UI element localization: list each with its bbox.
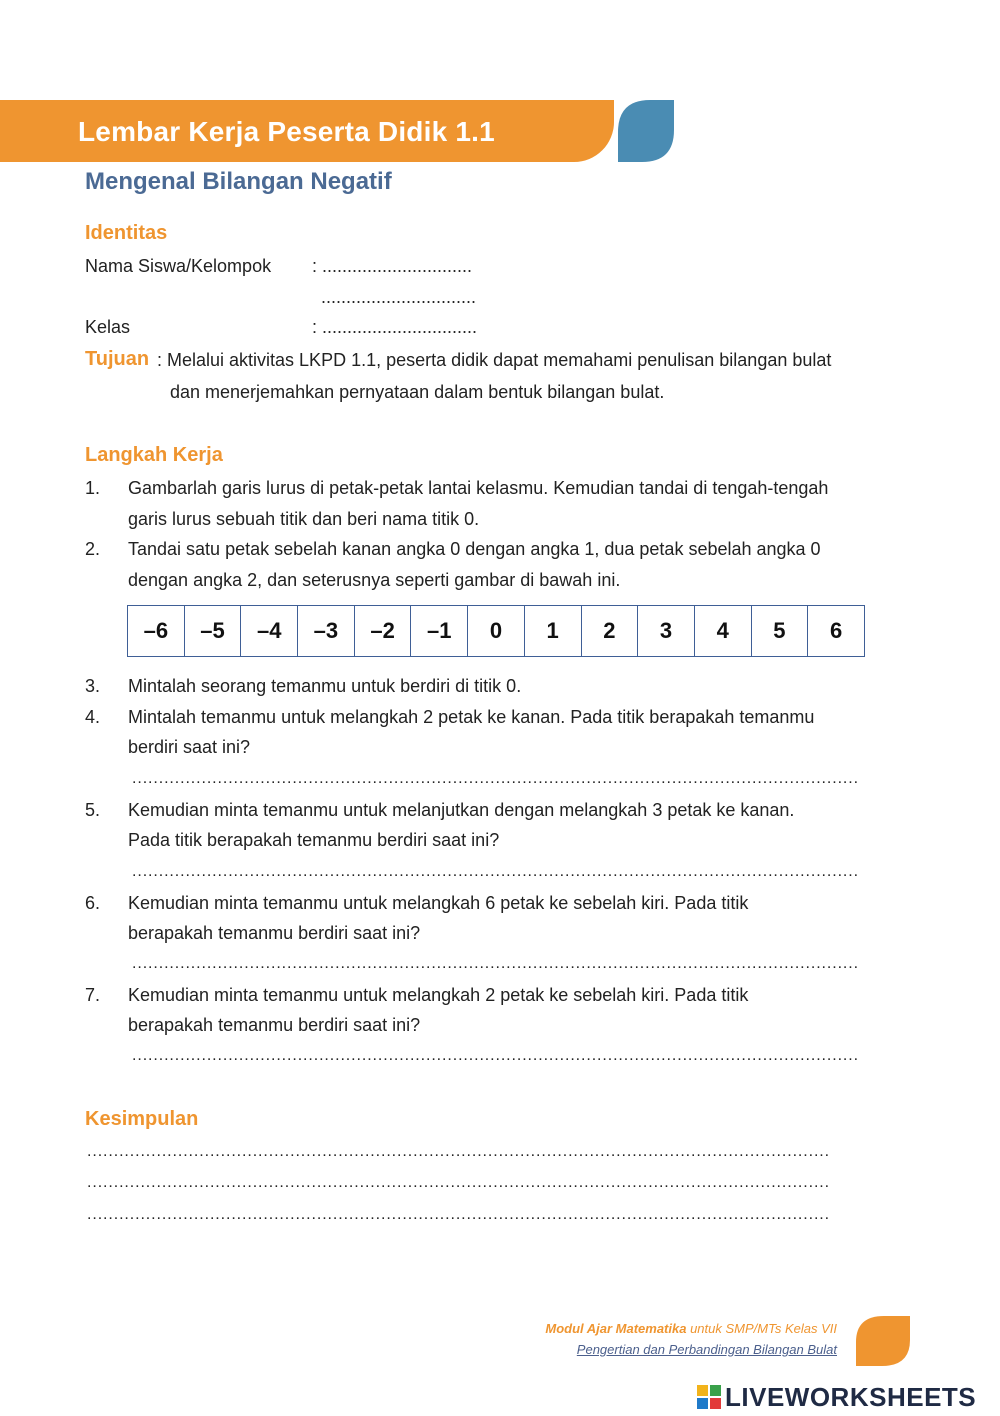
kesimpulan-heading: Kesimpulan (85, 1108, 199, 1130)
step-number: 7. (85, 985, 101, 1005)
leaf-icon (618, 100, 674, 162)
liveworksheets-logo[interactable] (697, 1381, 977, 1412)
step-text: Kemudian minta temanmu untuk melangkah 6 petak ke sebelah kiri. Pada titik (128, 893, 749, 913)
nama-field[interactable]: : .............................. (312, 256, 473, 276)
step-text: berapakah temanmu berdiri saat ini? (128, 923, 421, 943)
page-title: Lembar Kerja Peserta Didik 1.1 (78, 116, 495, 147)
nama-label: Nama Siswa/Kelompok (85, 256, 272, 276)
footer-chapter-link[interactable]: Pengertian dan Perbandingan Bilangan Bulat (576, 1342, 837, 1357)
number-cell: –6 (128, 606, 185, 656)
step-number: 3. (85, 676, 101, 696)
step-text: Tandai satu petak sebelah kanan angka 0 dengan angka 1, dua petak sebelah angka 0 (128, 539, 821, 559)
step-text: Kemudian minta temanmu untuk melangkah 2 petak ke sebelah kiri. Pada titik (128, 985, 749, 1005)
step-text: garis lurus sebuah titik dan beri nama titik 0. (128, 509, 480, 529)
step-text: dengan angka 2, dan seterusnya seperti gambar di bawah ini. (128, 570, 621, 590)
identitas-heading: Identitas (85, 222, 168, 244)
number-cell: 1 (525, 606, 582, 656)
step-number: 6. (85, 893, 101, 913)
kelas-label: Kelas (85, 317, 131, 337)
answer-field-5[interactable]: ........................................................................................................................................ (132, 863, 859, 880)
number-line (127, 605, 865, 657)
nama-field-2[interactable]: ............................... (321, 287, 477, 307)
step-text: Gambarlah garis lurus di petak-petak lantai kelasmu. Kemudian tandai di tengah-tengah (128, 478, 829, 498)
number-cell: 3 (638, 606, 695, 656)
number-cell: –1 (411, 606, 468, 656)
tujuan-line-1: : Melalui aktivitas LKPD 1.1, peserta didik dapat memahami penulisan bilangan bulat (157, 350, 832, 370)
footer-book-rest: untuk SMP/MTs Kelas VII (686, 1321, 837, 1336)
step-text: Mintalah temanmu untuk melangkah 2 petak ke kanan. Pada titik berapakah temanmu (128, 707, 815, 727)
kelas-field[interactable]: : ............................... (312, 317, 478, 337)
kesimpulan-field-2[interactable]: ........................................................................................................................................... (87, 1174, 830, 1191)
kesimpulan-field-3[interactable]: ........................................................................................................................................... (87, 1206, 830, 1223)
liveworksheets-brand: LIVEWORKSHEETS (725, 1381, 977, 1412)
step-text: berdiri saat ini? (128, 737, 251, 757)
number-cell: 4 (695, 606, 752, 656)
step-number: 1. (85, 478, 101, 498)
number-cell: 5 (752, 606, 809, 656)
step-number: 4. (85, 707, 101, 727)
number-cell: –5 (185, 606, 242, 656)
step-text: Kemudian minta temanmu untuk melanjutkan dengan melangkah 3 petak ke kanan. (128, 800, 795, 820)
page-subtitle: Mengenal Bilangan Negatif (85, 168, 392, 195)
footer-book-bold: Modul Ajar Matematika (545, 1321, 687, 1336)
step-text: Mintalah seorang temanmu untuk berdiri di titik 0. (128, 676, 522, 696)
number-cell: –4 (241, 606, 298, 656)
answer-field-6[interactable]: ........................................................................................................................................ (132, 955, 859, 972)
tujuan-line-2: dan menerjemahkan pernyataan dalam bentuk bilangan bulat. (170, 382, 665, 402)
step-number: 5. (85, 800, 101, 820)
number-cell: –3 (298, 606, 355, 656)
step-text: berapakah temanmu berdiri saat ini? (128, 1015, 421, 1035)
leaf-icon (856, 1316, 910, 1366)
tujuan-label: Tujuan (85, 348, 150, 370)
kesimpulan-field-1[interactable]: ........................................................................................................................................... (87, 1143, 830, 1160)
langkah-heading: Langkah Kerja (85, 444, 223, 466)
step-text: Pada titik berapakah temanmu berdiri saat ini? (128, 830, 500, 850)
footer-book-title (545, 1321, 837, 1336)
number-cell: 6 (829, 618, 843, 643)
number-cell: 0 (468, 606, 525, 656)
number-cell: –2 (355, 606, 412, 656)
step-number: 2. (85, 539, 101, 559)
answer-field-4[interactable]: ........................................................................................................................................ (132, 770, 859, 787)
number-cell: 2 (582, 606, 639, 656)
liveworksheets-badge-icon (697, 1385, 721, 1409)
answer-field-7[interactable]: ........................................................................................................................................ (132, 1047, 859, 1064)
